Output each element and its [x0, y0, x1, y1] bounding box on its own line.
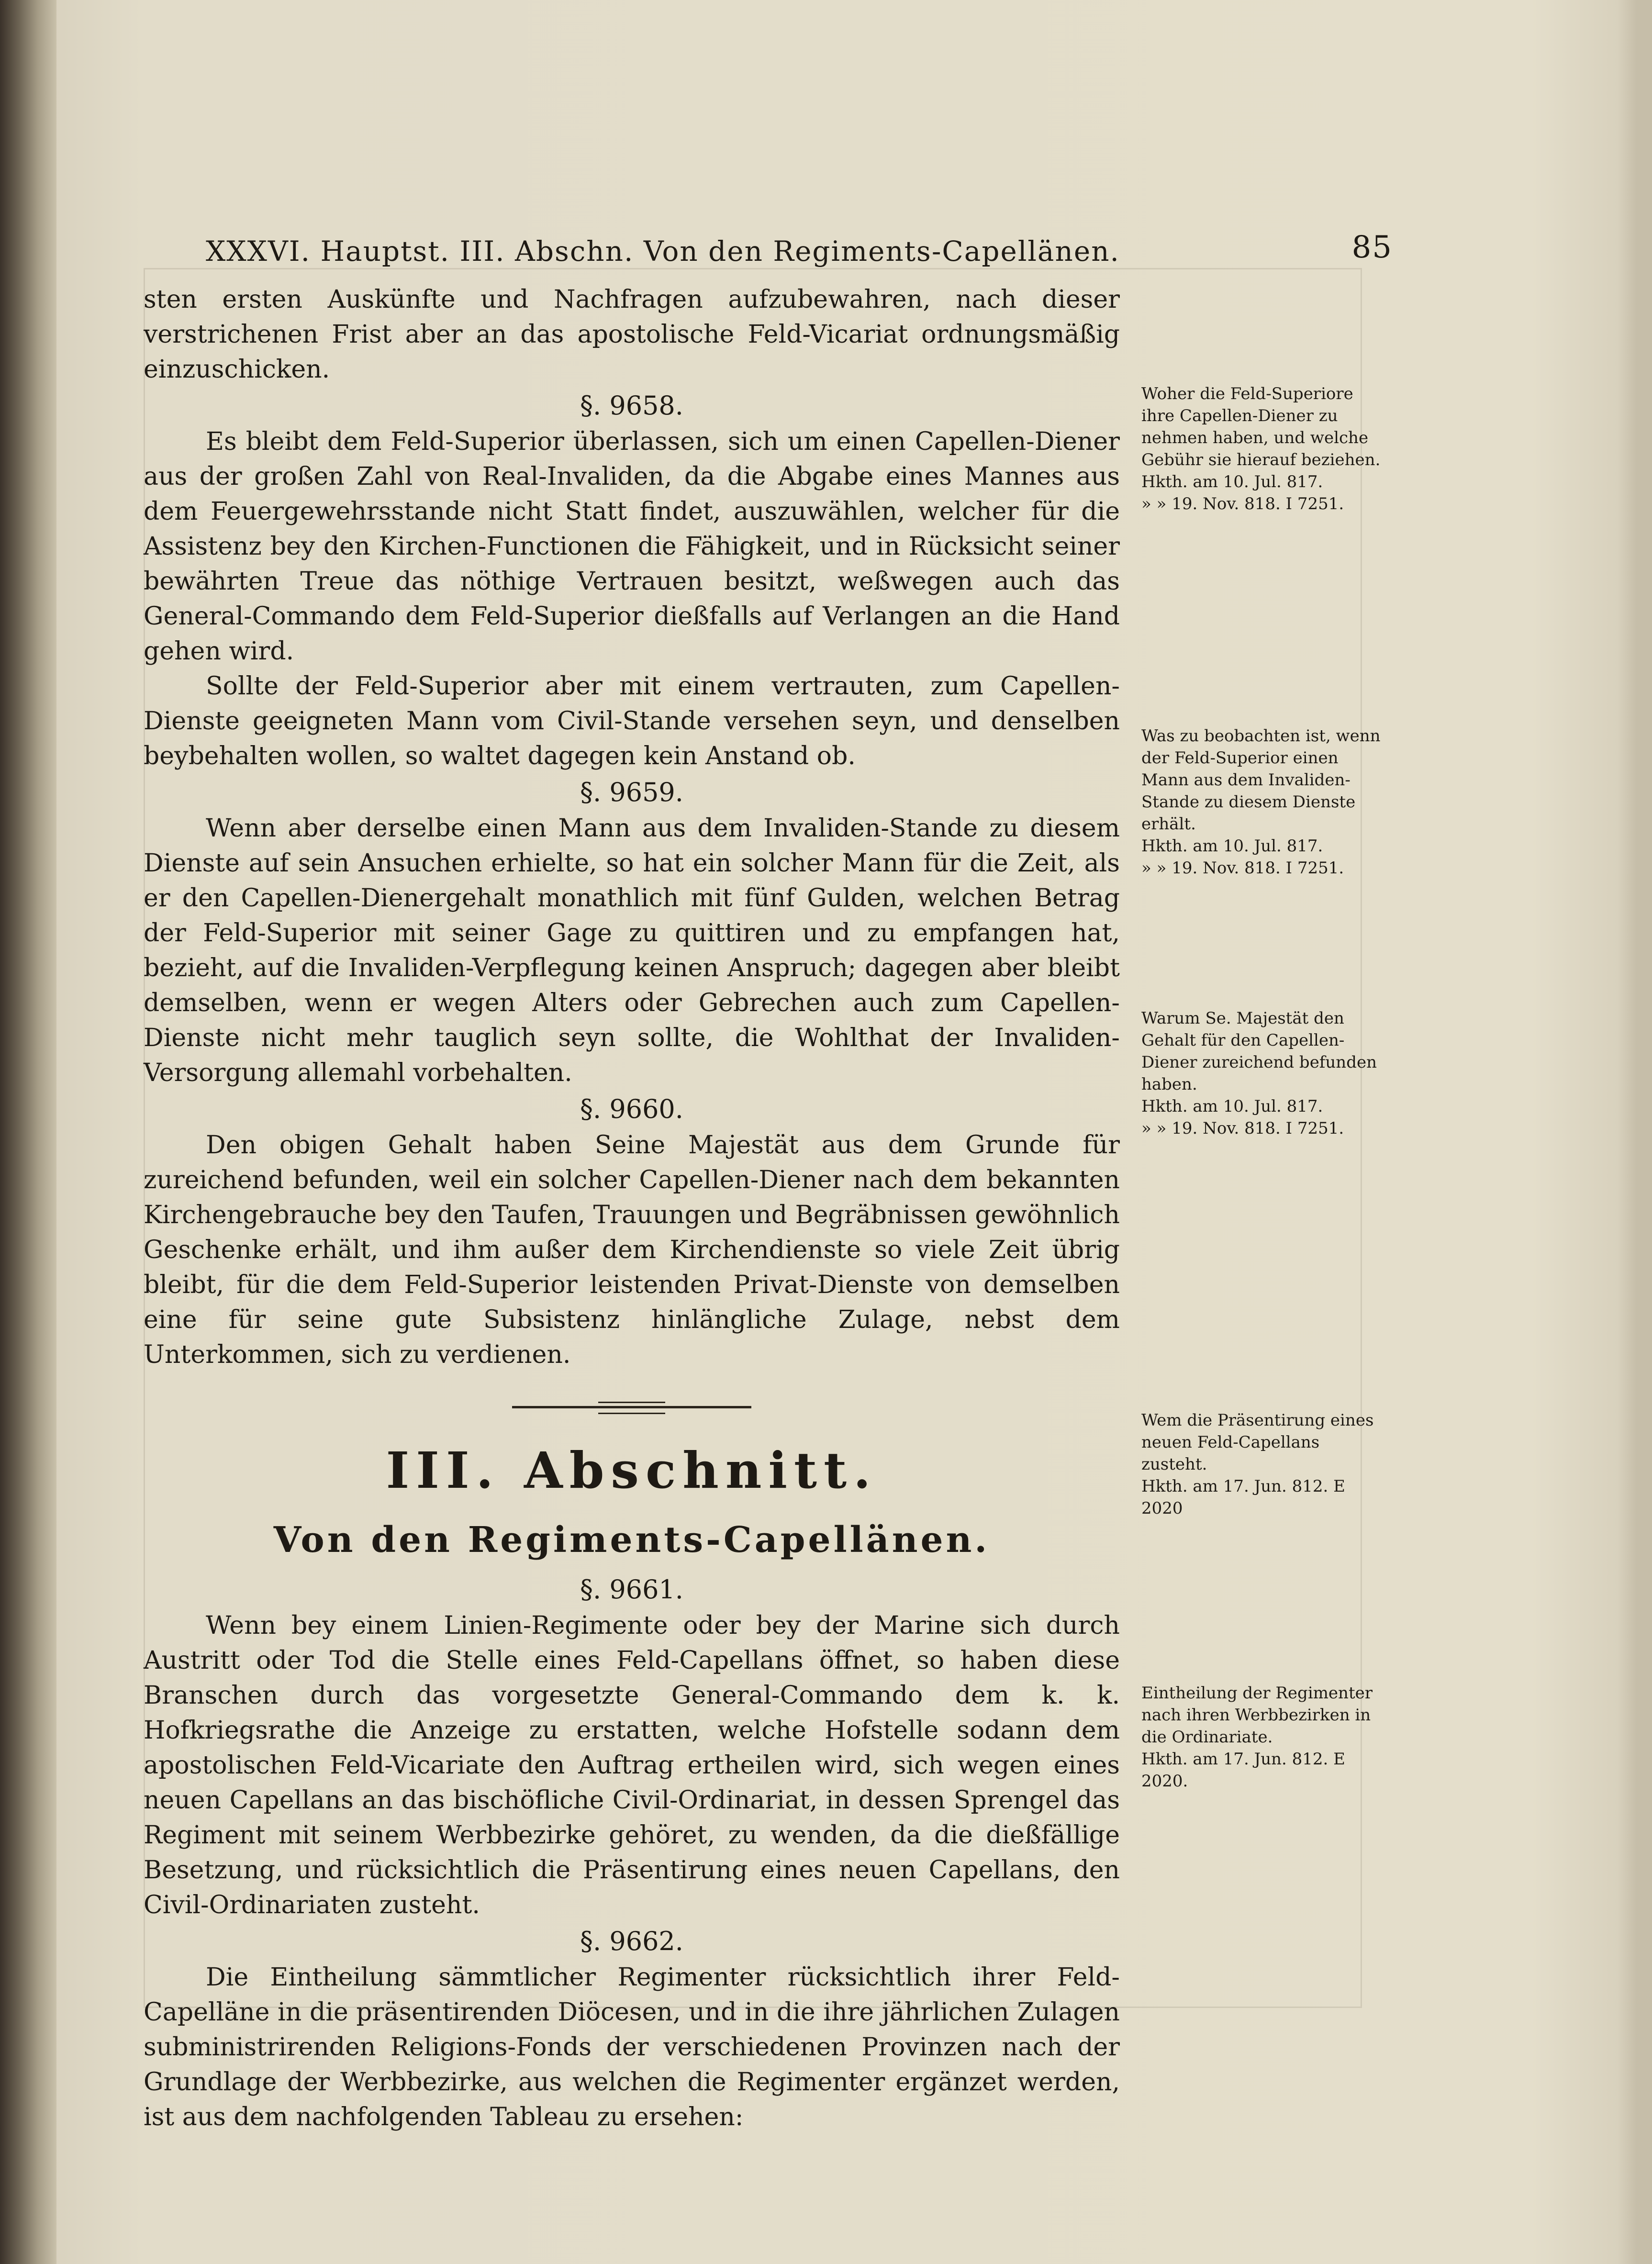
margin-note-text: Was zu beobachten ist, wenn der Feld-Superior einen Mann aus dem Invaliden-Stande zu diesem Dienste erhält. — [1141, 726, 1381, 834]
margin-note-reference: Hkth. am 17. Jun. 812. E 2020. — [1141, 1750, 1345, 1791]
section-heading: §. 9661. — [580, 1574, 683, 1605]
chapter-title: III. Abschnitt. — [386, 1441, 878, 1500]
section-heading: §. 9660. — [580, 1094, 683, 1124]
main-text-column — [144, 282, 1120, 2135]
margin-note — [1141, 725, 1381, 879]
page-number: 85 — [1351, 230, 1393, 265]
margin-note-reference: Hkth. am 10. Jul. 817. — [1141, 472, 1323, 491]
section-heading: §. 9658. — [580, 390, 683, 421]
margin-note-reference: » » 19. Nov. 818. I 7251. — [1141, 1119, 1344, 1138]
paragraph: Es bleibt dem Feld-Superior überlassen, sich um einen Capellen-Diener aus der großen Zahl von Real-Invaliden, da die Abgabe eines Mannes aus dem Feuergewehrsstande nicht Statt findet, auszuwählen, welcher für die Assistenz bey den Kirchen-Functionen die Fähigkeit, und in Rücksicht seiner bewährten Treue das nöthige Vertrauen besitzt, weßwegen auch das General-Commando dem Feld-Superior dießfalls auf Verlangen an die Hand gehen wird. — [144, 427, 1120, 666]
paragraph: Die Eintheilung sämmtlicher Regimenter rücksichtlich ihrer Feld-Capelläne in die präsentirenden Diöcesen, und in die ihre jährlichen Zulagen subministrirenden Religions-Fonds der verschiedenen Provinzen nach der Grundlage der Werbbezirke, aus welchen die Regimenter ergänzet werden, ist aus dem nachfolgenden Tableau zu ersehen: — [144, 1963, 1120, 2131]
chapter-subtitle: Von den Regiments-Capellänen. — [273, 1519, 990, 1561]
margin-note — [1141, 1007, 1381, 1139]
decorative-rule — [512, 1406, 751, 1408]
margin-note-text: Woher die Feld-Superiore ihre Capellen-Diener zu nehmen haben, und welche Gebühr sie hierauf beziehen. — [1141, 384, 1381, 469]
paragraph: Sollte der Feld-Superior aber mit einem vertrauten, zum Capellen-Dienste geeigneten Mann vom Civil-Stande versehen seyn, und denselben beybehalten wollen, so waltet dagegen kein Anstand ob. — [144, 672, 1120, 770]
section-heading: §. 9659. — [580, 777, 683, 807]
margin-note-reference: Hkth. am 10. Jul. 817. — [1141, 836, 1323, 856]
margin-note-reference: Hkth. am 17. Jun. 812. E 2020 — [1141, 1477, 1345, 1518]
margin-note — [1141, 1682, 1381, 1792]
paragraph: Den obigen Gehalt haben Seine Majestät aus dem Grunde für zureichend befunden, weil ein solcher Capellen-Diener nach dem bekannten Kirchengebrauche bey den Taufen, Trauungen und Begräbnissen gewöhnlich Geschenke erhält, und ihm außer dem Kirchendienste so viele Zeit übrig bleibt, für die dem Feld-Superior leistenden Privat-Dienste von demselben eine für seine gute Subsistenz hinlängliche Zulage, nebst dem Unterkommen, sich zu verdienen. — [144, 1131, 1120, 1369]
margin-note — [1141, 383, 1381, 515]
margin-note-text: Eintheilung der Regimenter nach ihren Werbbezirken in die Ordinariate. — [1141, 1684, 1373, 1747]
margin-note-reference: » » 19. Nov. 818. I 7251. — [1141, 859, 1344, 878]
margin-note — [1141, 1409, 1381, 1519]
margin-note-text: Wem die Präsentirung eines neuen Feld-Capellans zusteht. — [1141, 1411, 1374, 1474]
margin-note-reference: Hkth. am 10. Jul. 817. — [1141, 1097, 1323, 1116]
paragraph: sten ersten Auskünfte und Nachfragen aufzubewahren, nach dieser verstrichenen Frist aber an das apostolische Feld-Vicariat ordnungsmäßig einzuschicken. — [144, 285, 1120, 384]
paragraph: Wenn aber derselbe einen Mann aus dem Invaliden-Stande zu diesem Dienste auf sein Ansuchen erhielte, so hat ein solcher Mann für die Zeit, als er den Capellen-Dienergehalt monathlich mit fünf Gulden, welchen Betrag der Feld-Superior mit seiner Gage zu quittiren und zu empfangen hat, bezieht, auf die Invaliden-Verpflegung keinen Anspruch; dagegen aber bleibt demselben, wenn er wegen Alters oder Gebrechen auch zum Capellen-Dienste nicht mehr tauglich seyn sollte, die Wohlthat der Invaliden-Versorgung allemahl vorbehalten. — [144, 814, 1120, 1087]
margin-note-reference: » » 19. Nov. 818. I 7251. — [1141, 494, 1344, 513]
margin-note-text: Warum Se. Majestät den Gehalt für den Capellen-Diener zureichend befunden haben. — [1141, 1009, 1377, 1094]
book-binding-edge — [0, 0, 56, 2264]
paragraph: Wenn bey einem Linien-Regimente oder bey der Marine sich durch Austritt oder Tod die Stelle eines Feld-Capellans öffnet, so haben diese Branschen durch das vorgesetzte General-Commando dem k. k. Hofkriegsrathe die Anzeige zu erstatten, welche Hofstelle sodann dem apostolischen Feld-Vicariate den Auftrag ertheilen wird, sich wegen eines neuen Capellans an das bischöfliche Civil-Ordinariat, in dessen Sprengel das Regiment mit seinem Werbbezirke gehöret, zu wenden, da die dießfällige Besetzung, und rücksichtlich die Präsentirung eines neuen Capellans, den Civil-Ordinariaten zusteht. — [144, 1611, 1120, 1919]
running-header — [206, 225, 1393, 278]
header-title: XXXVI. Hauptst. III. Abschn. Von den Regiments-Capellänen. — [206, 235, 1120, 268]
section-heading: §. 9662. — [580, 1926, 683, 1956]
